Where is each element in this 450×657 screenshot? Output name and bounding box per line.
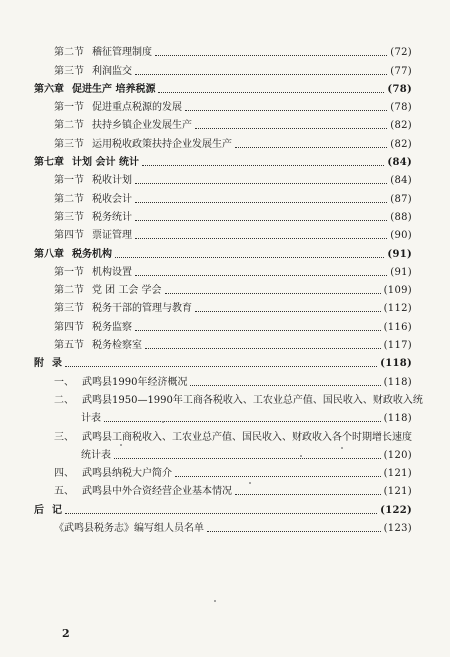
toc-entry-page: (121) (383, 468, 412, 480)
toc-entry (34, 59, 412, 77)
toc-entry-number: 第六章 (34, 83, 64, 95)
toc-entry-label (81, 450, 111, 462)
toc-entry-page: (118) (383, 413, 412, 425)
toc-entry-number: 第七章 (34, 157, 64, 169)
paper-speck (120, 444, 122, 446)
toc-entry-number: 第三节 (54, 65, 84, 77)
toc-entry-number: 第三节 (54, 211, 84, 223)
toc-entry-label (54, 102, 182, 114)
toc-entry-label (34, 505, 62, 517)
toc-entry-page: (87) (390, 193, 412, 205)
toc-entry-page: (78) (390, 102, 412, 114)
toc-entry-label (54, 486, 232, 498)
dot-leader (135, 274, 387, 276)
toc-entry-page: (84) (390, 175, 412, 187)
toc-entry-page: (109) (383, 285, 412, 297)
toc-entry-title: 税收计划 (92, 175, 132, 187)
toc-entry (34, 96, 412, 114)
toc-entry (34, 187, 412, 205)
toc-entry-page: (78) (387, 83, 412, 95)
toc-entry (34, 206, 412, 224)
toc-entry (34, 370, 412, 388)
toc-entry-label (34, 84, 155, 96)
dot-leader (158, 91, 384, 93)
toc-entry-label (54, 285, 162, 297)
toc-entry (34, 425, 412, 443)
toc-entry-title: 扶持乡镇企业发展生产 (92, 120, 192, 132)
toc-entry-number: 第二节 (54, 120, 84, 132)
toc-entry (34, 517, 412, 535)
toc-entry-number: 第五节 (54, 340, 84, 352)
toc-entry (34, 261, 412, 279)
dot-leader (135, 201, 387, 203)
dot-leader (155, 54, 387, 56)
toc-entry-label (54, 340, 142, 352)
toc-entry (34, 169, 412, 187)
toc-entry-label (54, 120, 192, 132)
toc-entry (34, 151, 412, 169)
toc-entry-label (34, 157, 139, 169)
toc-entry-page: (123) (383, 523, 412, 535)
toc-entry-number: 四、 (54, 468, 74, 480)
toc-entry (34, 132, 412, 150)
dot-leader (135, 182, 387, 184)
toc-entry-label (54, 47, 152, 59)
toc-entry-title: 《武鸣县税务志》编写组人员名单 (54, 523, 204, 535)
toc-entry-title: 机构设置 (92, 266, 132, 278)
paper-speck (249, 482, 251, 484)
toc-entry-page: (91) (387, 248, 412, 260)
dot-leader (190, 384, 380, 386)
toc-entry-page: (117) (383, 340, 412, 352)
toc-entry-title: 促进重点税源的发展 (92, 102, 182, 114)
toc-entry-label (54, 175, 132, 187)
toc-entry-title: 武鸣县中外合资经营企业基本情况 (82, 486, 232, 498)
paper-speck (300, 455, 302, 457)
dot-leader (207, 530, 381, 532)
toc-entry (34, 279, 412, 297)
toc-entry-label (54, 267, 132, 279)
toc-entry-number: 二、 (54, 394, 74, 406)
toc-entry (34, 242, 412, 260)
toc-entry-page: (90) (390, 230, 412, 242)
toc-entry-title: 运用税收政策扶持企业发展生产 (92, 138, 232, 150)
toc-entry-title: 武鸣县1950—1990年工商各税收入、工农业总产值、国民收入、财政收入统 (82, 394, 423, 406)
toc-entry-title: 稽征管理制度 (92, 47, 152, 59)
toc-entry-number: 第三节 (54, 138, 84, 150)
toc-entry-title: 武鸣县工商税收入、工农业总产值、国民收入、财政收入各个时期增长速度 (82, 431, 412, 443)
dot-leader (175, 475, 381, 477)
toc-entry-label (54, 377, 187, 389)
toc-entry-label (54, 395, 423, 407)
page-number: 2 (62, 627, 70, 640)
toc-entry (34, 407, 412, 425)
toc-entry-number: 第二节 (54, 193, 84, 205)
toc-entry-label (54, 66, 132, 78)
dot-leader (135, 329, 381, 331)
toc-entry-page: (120) (383, 449, 412, 461)
toc-entry-number: 第四节 (54, 230, 84, 242)
toc-entry-label (54, 468, 172, 480)
toc-entry-title: 税务检察室 (92, 340, 142, 352)
dot-leader (235, 146, 387, 148)
dot-leader (135, 237, 387, 239)
toc-entry (34, 389, 423, 407)
toc-entry-page: (122) (380, 504, 412, 516)
toc-entry (34, 444, 412, 462)
toc-entry-number: 第二节 (54, 285, 84, 297)
toc-entry-page: (88) (390, 211, 412, 223)
toc-entry-number: 第三节 (54, 303, 84, 315)
toc-entry-page: (116) (383, 321, 412, 333)
toc-entry (34, 315, 412, 333)
toc-entry-title: 武鸣县1990年经济概况 (82, 376, 188, 388)
toc-entry-label (54, 432, 412, 444)
toc-entry (34, 334, 412, 352)
toc-entry-title: 记 (52, 504, 62, 516)
toc-entry-page: (84) (387, 157, 412, 169)
toc-entry-page: (118) (380, 358, 412, 370)
toc-entry-page: (121) (383, 486, 412, 498)
toc-entry-title: 统计表 (81, 449, 111, 461)
table-of-contents (34, 41, 423, 535)
dot-leader (114, 457, 381, 459)
toc-entry-page: (91) (390, 266, 412, 278)
toc-entry-label (54, 194, 132, 206)
toc-entry-number: 第一节 (54, 266, 84, 278)
dot-leader (142, 164, 384, 166)
toc-entry-number: 后 (34, 504, 44, 516)
toc-entry-label (34, 358, 62, 370)
toc-entry-label (54, 303, 192, 315)
dot-leader (65, 365, 377, 367)
dot-leader (195, 127, 387, 129)
toc-entry-label (54, 212, 132, 224)
toc-entry-number: 第一节 (54, 102, 84, 114)
toc-entry-label (81, 413, 101, 425)
dot-leader (115, 256, 384, 258)
dot-leader (185, 109, 387, 111)
dot-leader (145, 347, 381, 349)
toc-entry-title: 利润监交 (92, 65, 132, 77)
toc-entry-page: (72) (390, 47, 412, 59)
dot-leader (135, 219, 387, 221)
toc-entry-page: (82) (390, 138, 412, 150)
toc-entry-page: (118) (383, 376, 412, 388)
paper-speck (162, 421, 164, 423)
paper-speck (341, 447, 343, 449)
toc-entry (34, 352, 412, 370)
toc-entry-number: 第二节 (54, 47, 84, 59)
toc-entry-title: 录 (52, 358, 62, 370)
dot-leader (195, 310, 381, 312)
dot-leader (135, 73, 387, 75)
dot-leader (235, 493, 381, 495)
toc-entry (34, 41, 412, 59)
toc-entry (34, 498, 412, 516)
toc-entry (34, 224, 412, 242)
toc-entry-page: (77) (390, 65, 412, 77)
toc-entry (34, 297, 412, 315)
paper-speck (214, 600, 216, 602)
toc-entry-number: 第一节 (54, 175, 84, 187)
toc-entry-title: 税务机构 (72, 248, 112, 260)
toc-entry-number: 五、 (54, 486, 74, 498)
toc-entry-number: 附 (34, 358, 44, 370)
toc-entry (34, 78, 412, 96)
toc-entry-page: (82) (390, 120, 412, 132)
toc-entry-label (34, 249, 112, 261)
dot-leader (65, 512, 377, 514)
toc-entry-label (54, 523, 204, 535)
toc-entry-title: 计划 会计 统计 (72, 157, 139, 169)
toc-entry-number: 第八章 (34, 248, 64, 260)
toc-entry (34, 462, 412, 480)
toc-entry (34, 480, 412, 498)
toc-entry-title: 党 团 工会 学会 (92, 285, 162, 297)
toc-entry-title: 税务干部的管理与教育 (92, 303, 192, 315)
toc-entry-number: 三、 (54, 431, 74, 443)
toc-entry-page: (112) (383, 303, 412, 315)
toc-entry-label (54, 230, 132, 242)
toc-entry-number: 一、 (54, 376, 74, 388)
toc-entry-number: 第四节 (54, 321, 84, 333)
toc-entry-title: 计表 (81, 413, 101, 425)
toc-entry-title: 税务统计 (92, 211, 132, 223)
toc-entry-label (54, 139, 232, 151)
dot-leader (165, 292, 381, 294)
dot-leader (104, 420, 381, 422)
toc-entry-title: 促进生产 培养税源 (72, 83, 156, 95)
toc-entry-title: 税收会计 (92, 193, 132, 205)
toc-entry-title: 票证管理 (92, 230, 132, 242)
toc-entry-title: 武鸣县纳税大户简介 (82, 468, 172, 480)
toc-entry-title: 税务监察 (92, 321, 132, 333)
toc-entry-label (54, 322, 132, 334)
toc-entry (34, 114, 412, 132)
